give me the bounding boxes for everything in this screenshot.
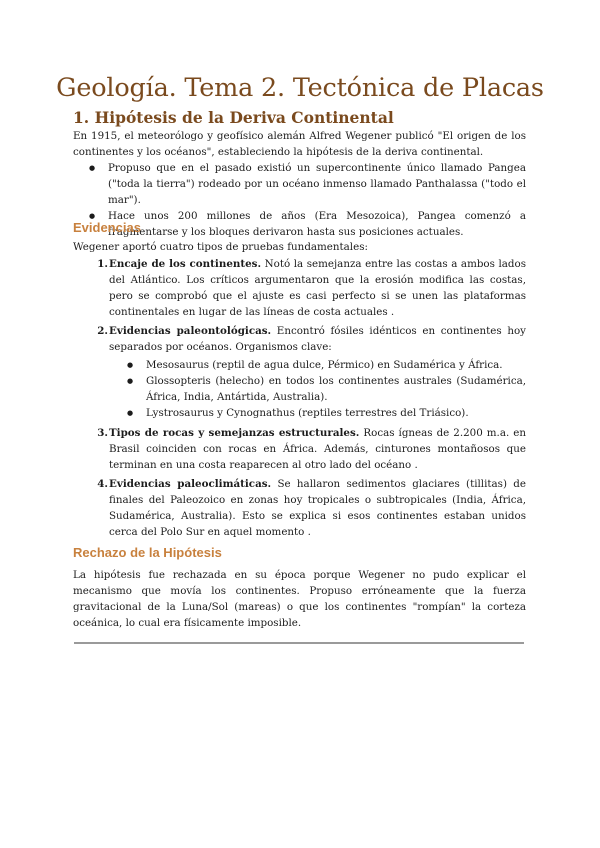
- list-item: ● Lystrosaurus y Cynognathus (reptiles terrestres del Triásico).: [146, 405, 526, 421]
- item-number: 1.: [97, 258, 108, 270]
- horizontal-divider: [74, 642, 524, 644]
- item-number: 2.: [97, 325, 108, 337]
- subheading-rechazo: Rechazo de la Hipótesis: [73, 545, 222, 560]
- pangea-bullet-list: [108, 160, 526, 240]
- subheading-evidencias: Evidencias: [73, 220, 141, 235]
- item-title: Encaje de los continentes.: [109, 258, 262, 270]
- section-heading-deriva: 1. Hipótesis de la Deriva Continental: [73, 108, 394, 127]
- item-text: Rocas ígneas de 2.200 m.a. en Brasil coinciden con rocas en África. Además, cinturones montañosos que terminan en una costa reaparecen al otro lado del océano .: [109, 427, 526, 471]
- list-item: ● Hace unos 200 millones de años (Era Mesozoica), Pangea comenzó a fragmentarse y los bloques derivaron hasta sus posiciones actuales.: [108, 208, 526, 240]
- item-number: 4.: [97, 478, 108, 490]
- list-item: ● Glossopteris (helecho) en todos los continentes australes (Sudamérica, África, India, Antártida, Australia).: [146, 373, 526, 405]
- item-text: Se hallaron sedimentos glaciares (tillitas) de finales del Paleozoico en zonas hoy tropicales o subtropicales (India, África, Sudamérica, Australia). Esto se explica si esos continentes estaban unidos cerca del Polo Sur en aquel momento .: [109, 478, 526, 538]
- evidence-item-paleoclimaticas: [109, 476, 526, 540]
- item-title: Tipos de rocas y semejanzas estructurales.: [109, 427, 360, 439]
- evidence-item-paleontologicas: [109, 323, 526, 355]
- item-title: Evidencias paleoclimáticas.: [109, 478, 272, 490]
- document-title: Geología. Tema 2. Tectónica de Placas: [56, 73, 544, 103]
- evidence-item-encaje: [109, 256, 526, 320]
- evidence-item-rocas: [109, 425, 526, 473]
- intro-paragraph: En 1915, el meteorólogo y geofísico alemán Alfred Wegener publicó "El origen de los continentes y los océanos", estableciendo la hipótesis de la deriva continental.: [73, 130, 526, 158]
- item-number: 3.: [97, 427, 108, 439]
- organisms-bullet-list: [146, 357, 526, 421]
- item-title: Evidencias paleontológicas.: [109, 325, 272, 337]
- list-item: ● Propuso que en el pasado existió un supercontinente único llamado Pangea ("toda la tierra") rodeado por un océano inmenso llamado Panthalassa ("todo el mar").: [108, 160, 526, 208]
- item-text: Encontró fósiles idénticos en continentes hoy separados por océanos. Organismos clave:: [109, 325, 526, 353]
- rechazo-paragraph: La hipótesis fue rechazada en su época porque Wegener no pudo explicar el mecanismo que movía los continentes. Propuso erróneamente que la fuerza gravitacional de la Luna/Sol (mareas) o que los continentes "rompían" la corteza oceánica, lo cual era físicamente imposible.: [73, 569, 526, 629]
- evidencias-intro: Wegener aportó cuatro tipos de pruebas fundamentales:: [73, 241, 368, 253]
- item-text: Notó la semejanza entre las costas a ambos lados del Atlántico. Los críticos argumentaron que la erosión modifica las costas, pero se comprobó que el ajuste es casi perfecto si se unen las plataformas continentales en lugar de las líneas de costa actuales .: [109, 258, 526, 318]
- list-item: ● Mesosaurus (reptil de agua dulce, Pérmico) en Sudamérica y África.: [146, 357, 526, 373]
